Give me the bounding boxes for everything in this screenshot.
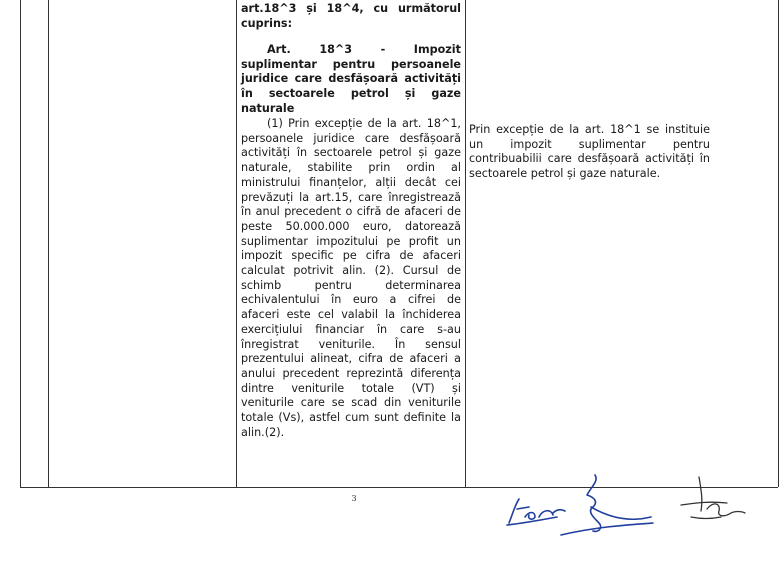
signature-strokes: [495, 465, 755, 545]
table-border-col2: [236, 0, 237, 487]
article-title: [241, 43, 461, 117]
page-number: 3: [351, 494, 357, 503]
table-border-left: [20, 0, 21, 487]
article-paragraph-text: (1) Prin excepție de la art. 18^1, persoanele juridice care desfășoară activități în sectoarele petrol și gaze naturale, stabilite prin ordin al ministrului finanțelor, alții decât cei prevăzuți la art.15, care înregistrează în anul precedent o cifră de afaceri de peste 50.000.000 euro, datorează suplimentar impozitului pe profit un impozit specific pe cifra de afaceri calculat potrivit alin. (2). Cursul de schimb pentru determinarea echivalentului în euro a cifrei de afaceri este cel valabil la închiderea exercițiului financiar în care s-au înregistrat veniturile. În sensul prezentului alineat, cifra de afaceri a anului precedent reprezintă diferența dintre veniturile totale (VT) și veniturile care se scad din veniturile totale (Vs), astfel cum sunt definite la alin.(2).: [241, 117, 461, 439]
table-border-col1: [48, 0, 49, 487]
article-paragraph: [241, 117, 461, 440]
article-title-text: Art. 18^3 - Impozit suplimentar pentru persoanele juridice care desfășoară activități în sectoarele petrol și gaze naturale: [241, 43, 461, 115]
explanation-text: Prin excepție de la art. 18^1 se instituie un impozit suplimentar pentru contribuabilii care desfășoară activități în sectoarele petrol și gaze naturale.: [469, 123, 710, 181]
table-border-col3: [465, 0, 466, 487]
intro-text: art.18^3 și 18^4, cu următorul cuprins:: [241, 2, 461, 30]
table-border-right: [778, 0, 779, 487]
signatures: [495, 465, 755, 545]
